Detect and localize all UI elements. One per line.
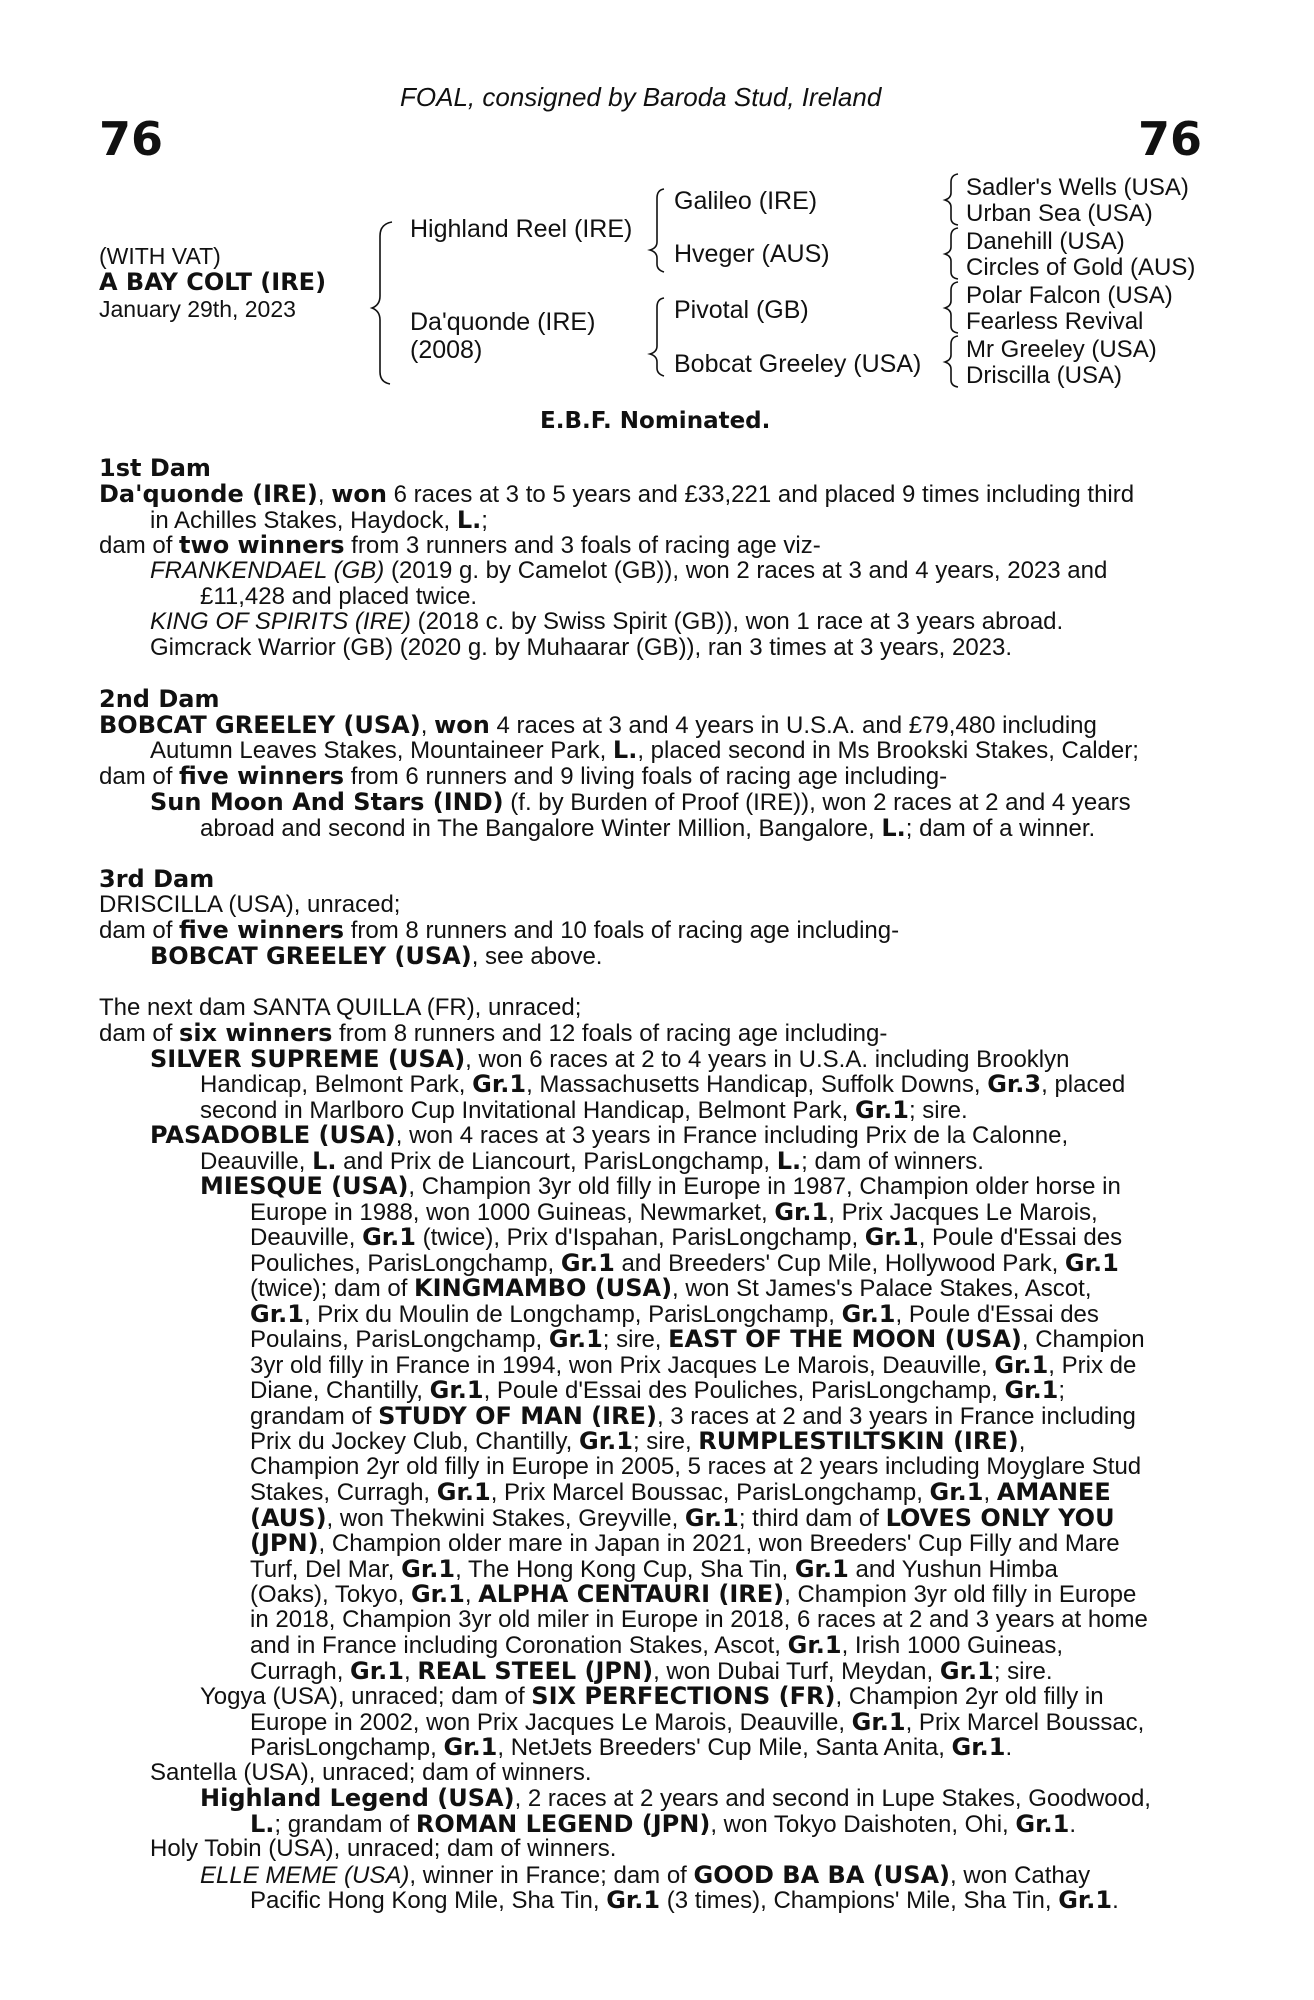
next-dam-line: The next dam SANTA QUILLA (FR), unraced;	[99, 994, 582, 1021]
miesque-line: (Oaks), Tokyo, Gr.1, ALPHA CENTAURI (IRE), Champion 3yr old filly in Europe	[250, 1580, 1137, 1608]
dam2-line: abroad and second in The Bangalore Winter Million, Bangalore, L.; dam of a winner.	[200, 814, 1096, 842]
horse-name: A BAY COLT (IRE)	[99, 268, 327, 296]
holy-tobin-line: Holy Tobin (USA), unraced; dam of winners.	[150, 1835, 617, 1862]
consignment-note: FOAL, consigned by Baroda Stud, Ireland	[400, 82, 882, 112]
pedigree-g8: Driscilla (USA)	[966, 362, 1122, 389]
next-dam-line: dam of six winners from 8 runners and 12 foals of racing age including-	[99, 1019, 888, 1047]
holy-tobin-line: ELLE MEME (USA), winner in France; dam of GOOD BA BA (USA), won Cathay	[200, 1861, 1091, 1889]
next-dam-line: SILVER SUPREME (USA), won 6 races at 2 to 4 years in U.S.A. including Brooklyn	[150, 1045, 1070, 1073]
pedigree-dam-sire: Pivotal (GB)	[674, 296, 809, 324]
miesque-line: Europe in 1988, won 1000 Guineas, Newmarket, Gr.1, Prix Jacques Le Marois,	[250, 1198, 1098, 1226]
dam1-line: FRANKENDAEL (GB) (2019 g. by Camelot (GB)), won 2 races at 3 and 4 years, 2023 and	[150, 557, 1108, 584]
pedigree-dam-dam: Bobcat Greeley (USA)	[674, 350, 922, 378]
pedigree-sire: Highland Reel (IRE)	[410, 215, 633, 243]
pedigree-g1: Sadler's Wells (USA)	[966, 174, 1189, 201]
miesque-line: 3yr old filly in France in 1994, won Prix Jacques Le Marois, Deauville, Gr.1, Prix de	[250, 1351, 1137, 1379]
pedigree-g2: Urban Sea (USA)	[966, 200, 1153, 227]
miesque-line: Champion 2yr old filly in Europe in 2005, 5 races at 2 years including Moyglare Stud	[250, 1453, 1142, 1480]
next-dam-line: Deauville, L. and Prix de Liancourt, ParisLongchamp, L.; dam of winners.	[200, 1147, 984, 1175]
dam2-line: dam of five winners from 6 runners and 9 living foals of racing age including-	[99, 762, 948, 790]
pedigree-g5: Polar Falcon (USA)	[966, 282, 1173, 309]
dam1-line: KING OF SPIRITS (IRE) (2018 c. by Swiss Spirit (GB)), won 1 race at 3 years abroad.	[150, 608, 1064, 635]
miesque-line: and in France including Coronation Stakes, Ascot, Gr.1, Irish 1000 Guineas,	[250, 1631, 1064, 1659]
ebf-nominated: E.B.F. Nominated.	[540, 408, 771, 434]
foaling-date: January 29th, 2023	[99, 296, 296, 322]
dam1-line: dam of two winners from 3 runners and 3 foals of racing age viz-	[99, 531, 821, 559]
miesque-line: (twice); dam of KINGMAMBO (USA), won St James's Palace Stakes, Ascot,	[250, 1274, 1092, 1302]
dam3-line: dam of five winners from 8 runners and 10 foals of racing age including-	[99, 916, 900, 944]
miesque-line: Stakes, Curragh, Gr.1, Prix Marcel Boussac, ParisLongchamp, Gr.1, AMANEE	[250, 1478, 1111, 1506]
miesque-line: Pouliches, ParisLongchamp, Gr.1 and Breeders' Cup Mile, Hollywood Park, Gr.1	[250, 1249, 1119, 1277]
next-dam-line: Handicap, Belmont Park, Gr.1, Massachusetts Handicap, Suffolk Downs, Gr.3, placed	[200, 1070, 1126, 1098]
santella-line: L.; grandam of ROMAN LEGEND (JPN), won Tokyo Daishoten, Ohi, Gr.1.	[250, 1810, 1076, 1838]
lot-number-right: 76	[1138, 112, 1203, 166]
dam3-line: BOBCAT GREELEY (USA), see above.	[150, 942, 603, 970]
vat-note: (WITH VAT)	[99, 243, 221, 269]
santella-line: Highland Legend (USA), 2 races at 2 years and second in Lupe Stakes, Goodwood,	[200, 1784, 1151, 1812]
miesque-line: Curragh, Gr.1, REAL STEEL (JPN), won Dubai Turf, Meydan, Gr.1; sire.	[250, 1657, 1053, 1685]
miesque-line: Poulains, ParisLongchamp, Gr.1; sire, EAST OF THE MOON (USA), Champion	[250, 1325, 1145, 1353]
miesque-line: Gr.1, Prix du Moulin de Longchamp, ParisLongchamp, Gr.1, Poule d'Essai des	[250, 1300, 1099, 1328]
miesque-line: in 2018, Champion 3yr old miler in Europe in 2018, 6 races at 2 and 3 years at home	[250, 1606, 1148, 1633]
miesque-line: (JPN), Champion older mare in Japan in 2021, won Breeders' Cup Filly and Mare	[250, 1529, 1120, 1557]
next-dam-line: PASADOBLE (USA), won 4 races at 3 years in France including Prix de la Calonne,	[150, 1121, 1069, 1149]
dam3-heading: 3rd Dam	[99, 865, 215, 893]
dam2-line: Sun Moon And Stars (IND) (f. by Burden of Proof (IRE)), won 2 races at 2 and 4 years	[150, 788, 1131, 816]
pedigree-g6: Fearless Revival	[966, 308, 1144, 335]
yogya-line: ParisLongchamp, Gr.1, NetJets Breeders' Cup Mile, Santa Anita, Gr.1.	[250, 1733, 1013, 1761]
yogya-line: Yogya (USA), unraced; dam of SIX PERFECTIONS (FR), Champion 2yr old filly in	[200, 1682, 1104, 1710]
yogya-line: Europe in 2002, won Prix Jacques Le Marois, Deauville, Gr.1, Prix Marcel Boussac,	[250, 1708, 1145, 1736]
dam1-line: Da'quonde (IRE), won 6 races at 3 to 5 years and £33,221 and placed 9 times including third	[99, 480, 1135, 508]
miesque-line: Diane, Chantilly, Gr.1, Poule d'Essai des Pouliches, ParisLongchamp, Gr.1;	[250, 1376, 1066, 1404]
dam2-line: Autumn Leaves Stakes, Mountaineer Park, L., placed second in Ms Brookski Stakes, Calder;	[150, 736, 1139, 764]
dam1-line: Gimcrack Warrior (GB) (2020 g. by Muhaarar (GB)), ran 3 times at 3 years, 2023.	[150, 634, 1013, 661]
miesque-line: MIESQUE (USA), Champion 3yr old filly in Europe in 1987, Champion older horse in	[200, 1172, 1121, 1200]
dam3-line: DRISCILLA (USA), unraced;	[99, 891, 401, 918]
pedigree-sire-sire: Galileo (IRE)	[674, 187, 818, 215]
pedigree-g3: Danehill (USA)	[966, 228, 1125, 255]
pedigree-dam: Da'quonde (IRE)	[410, 308, 596, 336]
dam1-heading: 1st Dam	[99, 454, 211, 482]
miesque-line: (AUS), won Thekwini Stakes, Greyville, Gr.1; third dam of LOVES ONLY YOU	[250, 1504, 1115, 1532]
holy-tobin-line: Pacific Hong Kong Mile, Sha Tin, Gr.1 (3 times), Champions' Mile, Sha Tin, Gr.1.	[250, 1886, 1119, 1914]
santella-line: Santella (USA), unraced; dam of winners.	[150, 1759, 592, 1786]
pedigree-dam-year: (2008)	[410, 336, 483, 364]
dam1-line: in Achilles Stakes, Haydock, L.;	[150, 506, 488, 534]
lot-number-left: 76	[99, 112, 164, 166]
miesque-line: grandam of STUDY OF MAN (IRE), 3 races at 2 and 3 years in France including	[250, 1402, 1136, 1430]
dam2-heading: 2nd Dam	[99, 685, 220, 713]
dam2-line: BOBCAT GREELEY (USA), won 4 races at 3 and 4 years in U.S.A. and £79,480 including	[99, 711, 1097, 739]
dam1-line: £11,428 and placed twice.	[200, 583, 478, 610]
pedigree-sire-dam: Hveger (AUS)	[674, 240, 830, 268]
next-dam-line: second in Marlboro Cup Invitational Handicap, Belmont Park, Gr.1; sire.	[200, 1096, 968, 1124]
pedigree-g7: Mr Greeley (USA)	[966, 336, 1157, 363]
pedigree-g4: Circles of Gold (AUS)	[966, 254, 1196, 281]
miesque-line: Deauville, Gr.1 (twice), Prix d'Ispahan, ParisLongchamp, Gr.1, Poule d'Essai des	[250, 1223, 1123, 1251]
miesque-line: Prix du Jockey Club, Chantilly, Gr.1; sire, RUMPLESTILTSKIN (IRE),	[250, 1427, 1026, 1455]
miesque-line: Turf, Del Mar, Gr.1, The Hong Kong Cup, Sha Tin, Gr.1 and Yushun Himba	[250, 1555, 1058, 1583]
